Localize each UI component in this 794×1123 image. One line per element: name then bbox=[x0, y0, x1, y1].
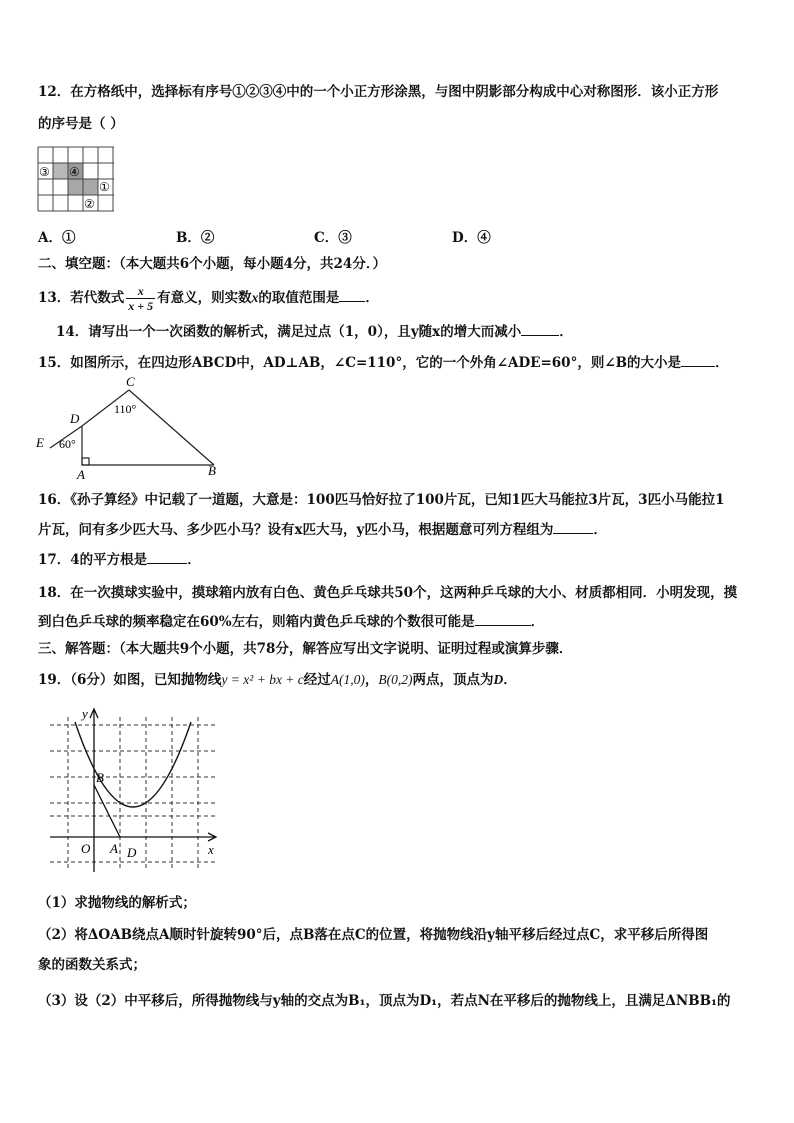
q12-grid-figure bbox=[36, 146, 116, 214]
q19-graph-o-label: O bbox=[81, 841, 91, 856]
q19-part1: （1）求抛物线的解析式； bbox=[38, 895, 196, 911]
q19-graph-d-label: D bbox=[127, 845, 137, 860]
q17-answer-blank bbox=[147, 550, 187, 564]
q18-answer-blank bbox=[475, 612, 531, 626]
q13-fraction bbox=[126, 284, 155, 313]
q17-text: 17．4的平方根是 ． bbox=[38, 552, 201, 568]
q19-graph-a-label: A bbox=[110, 841, 118, 856]
grid-label-3: ③ bbox=[39, 165, 50, 179]
q19-vertex-d: D bbox=[493, 672, 504, 687]
q12-text-line1: 12．在方格纸中，选择标有序号①②③④中的一个小正方形涂黑，与图中阴影部分构成中心对称图形．该小正方形 bbox=[38, 84, 719, 100]
q19-graph-x-label: x bbox=[208, 842, 214, 857]
q14-text: 14．请写出一个一次函数的解析式，满足过点（1，0），且y随x的增大而减小 ． bbox=[56, 324, 573, 340]
q15-text: 15．如图所示，在四边形ABCD中，AD⊥AB，∠C=110°，它的一个外角∠ADE=60°，则∠B的大小是 ． bbox=[38, 355, 729, 371]
q15-label-d: D bbox=[70, 411, 80, 426]
q13-frac-num: x bbox=[126, 284, 155, 299]
section-2-heading: 二、填空题：（本大题共6个小题，每小题4分，共24分．） bbox=[38, 256, 387, 272]
q12-text-line2: 的序号是（ ） bbox=[38, 116, 124, 132]
q19-text: 19．（6分）如图，已知抛物线y = x² + bx + c经过A(1,0)，B(0,2)两点，顶点为D． bbox=[38, 672, 517, 688]
q19-part2-line1: （2）将ΔOAB绕点A顺时针旋转90°后，点B落在点C的位置，将抛物线沿y轴平移后经过点C，求平移后所得图 bbox=[38, 927, 709, 943]
q13-text: 13．若代数式 $\frac{x}{x + 5}$ 有意义，则实数x的取值范围是 ． bbox=[38, 284, 379, 313]
q12-option-c: C．③ bbox=[314, 230, 352, 246]
q15-label-b: B bbox=[208, 463, 216, 478]
q15-angle-c: 110° bbox=[114, 402, 137, 416]
q13-answer-blank bbox=[339, 288, 365, 302]
grid-label-4: ④ bbox=[69, 165, 80, 179]
q19-point-a: A(1,0) bbox=[330, 672, 365, 687]
q19-graph-y-label: y bbox=[82, 706, 88, 721]
q19-parabola-curve bbox=[75, 722, 191, 807]
q12-option-d: D．④ bbox=[452, 230, 491, 246]
q19-point-b: B(0,2) bbox=[378, 672, 413, 687]
q15-quadrilateral-figure bbox=[30, 372, 230, 482]
q15-label-e: E bbox=[36, 435, 44, 450]
grid-label-2: ② bbox=[84, 197, 95, 211]
q15-label-c: C bbox=[126, 374, 135, 389]
q19-part2-line2: 象的函数关系式； bbox=[38, 957, 146, 973]
grid-label-1: ① bbox=[99, 180, 110, 194]
q19-equation: y = x² + bx + c bbox=[221, 672, 304, 687]
q13-frac-den: x + 5 bbox=[128, 299, 154, 313]
section-3-heading: 三、解答题：（本大题共9个小题，共78分，解答应写出文字说明、证明过程或演算步骤． bbox=[38, 641, 573, 657]
q15-answer-blank bbox=[681, 353, 715, 367]
q19-part3: （3）设（2）中平移后，所得抛物线与y轴的交点为B₁，顶点为D₁，若点N在平移后的抛物线上，且满足ΔNBB₁的 bbox=[38, 993, 731, 1009]
q16-text-line1: 16．《孙子算经》中记载了一道题，大意是：100匹马恰好拉了100片瓦，已知1匹大马能拉3片瓦，3匹小马能拉1 bbox=[38, 492, 725, 508]
q13-pre: 13．若代数式 bbox=[38, 290, 125, 306]
q18-text-line1: 18．在一次摸球实验中，摸球箱内放有白色、黄色乒乓球共50个，这两种乒乓球的大小、材质都相同．小明发现，摸 bbox=[38, 585, 738, 601]
q16-text-line2: 片瓦，问有多少匹大马、多少匹小马？设有x匹大马，y匹小马，根据题意可列方程组为 ． bbox=[38, 522, 607, 538]
q14-answer-blank bbox=[521, 322, 559, 336]
q12-option-a: A．① bbox=[38, 230, 76, 246]
q15-label-a: A bbox=[77, 467, 85, 482]
q15-angle-d: 60° bbox=[59, 437, 76, 451]
q18-text-line2: 到白色乒乓球的频率稳定在60%左右，则箱内黄色乒乓球的个数很可能是 ． bbox=[38, 614, 545, 630]
q19-parabola-graph bbox=[40, 702, 230, 874]
q16-answer-blank bbox=[553, 520, 593, 534]
q19-graph-b-label: B bbox=[96, 770, 104, 785]
q12-option-b: B．② bbox=[176, 230, 215, 246]
